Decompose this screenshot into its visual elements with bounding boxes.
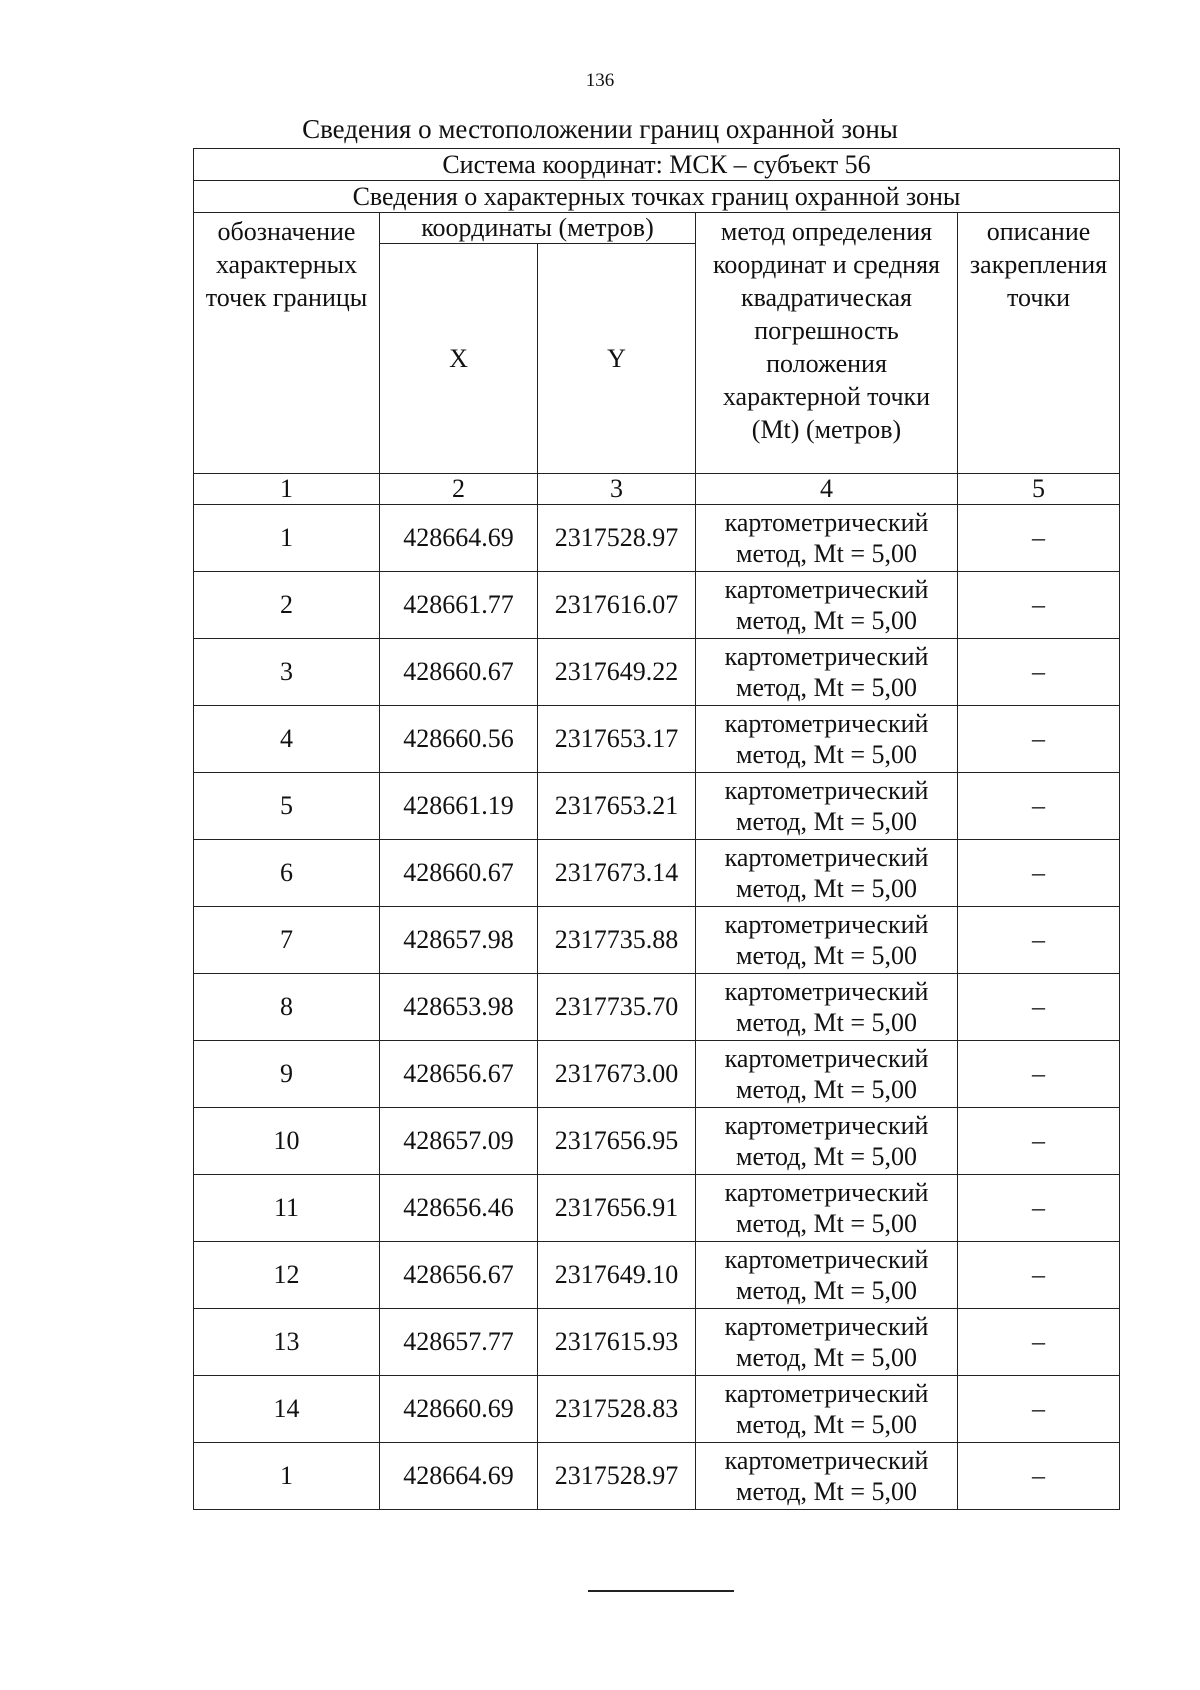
y-coordinate-cell: 2317653.21 xyxy=(538,773,696,840)
method-line: картометрический xyxy=(724,1245,929,1274)
x-coordinate-cell: 428660.67 xyxy=(380,639,538,706)
method-cell xyxy=(696,1242,958,1309)
method-line: метод, Mt = 5,00 xyxy=(736,941,917,970)
header-y: Y xyxy=(538,244,696,474)
column-number: 5 xyxy=(958,474,1120,505)
point-number-cell: 3 xyxy=(194,639,380,706)
table-row xyxy=(194,1242,1120,1309)
method-line: метод, Mt = 5,00 xyxy=(736,874,917,903)
method-line: картометрический xyxy=(724,910,929,939)
header-designation: обозначение характерных точек границы xyxy=(194,213,380,474)
x-coordinate-cell: 428661.77 xyxy=(380,572,538,639)
x-coordinate-cell: 428661.19 xyxy=(380,773,538,840)
x-coordinate-cell: 428660.56 xyxy=(380,706,538,773)
y-coordinate-cell: 2317616.07 xyxy=(538,572,696,639)
x-coordinate-cell: 428656.67 xyxy=(380,1242,538,1309)
header-description: описание закрепления точки xyxy=(958,213,1120,474)
description-cell: – xyxy=(958,1041,1120,1108)
bottom-rule xyxy=(588,1590,734,1592)
method-line: картометрический xyxy=(724,1178,929,1207)
description-cell: – xyxy=(958,1242,1120,1309)
point-number-cell: 5 xyxy=(194,773,380,840)
y-coordinate-cell: 2317673.14 xyxy=(538,840,696,907)
method-line: картометрический xyxy=(724,977,929,1006)
y-coordinate-cell: 2317673.00 xyxy=(538,1041,696,1108)
method-line: картометрический xyxy=(724,709,929,738)
y-coordinate-cell: 2317528.97 xyxy=(538,1443,696,1510)
description-cell: – xyxy=(958,1108,1120,1175)
table-row xyxy=(194,706,1120,773)
method-cell xyxy=(696,572,958,639)
method-line: картометрический xyxy=(724,642,929,671)
method-line: метод, Mt = 5,00 xyxy=(736,539,917,568)
method-cell xyxy=(696,1175,958,1242)
description-cell: – xyxy=(958,1376,1120,1443)
x-coordinate-cell: 428657.09 xyxy=(380,1108,538,1175)
method-cell xyxy=(696,1108,958,1175)
x-coordinate-cell: 428664.69 xyxy=(380,505,538,572)
table-row xyxy=(194,572,1120,639)
method-line: метод, Mt = 5,00 xyxy=(736,1410,917,1439)
point-number-cell: 14 xyxy=(194,1376,380,1443)
method-line: картометрический xyxy=(724,1379,929,1408)
description-cell: – xyxy=(958,639,1120,706)
x-coordinate-cell: 428656.67 xyxy=(380,1041,538,1108)
header-coordinates: координаты (метров) xyxy=(380,213,696,244)
method-cell xyxy=(696,907,958,974)
x-coordinate-cell: 428657.98 xyxy=(380,907,538,974)
point-number-cell: 12 xyxy=(194,1242,380,1309)
table-row xyxy=(194,1175,1120,1242)
point-number-cell: 1 xyxy=(194,1443,380,1510)
description-cell: – xyxy=(958,706,1120,773)
method-line: метод, Mt = 5,00 xyxy=(736,740,917,769)
method-line: метод, Mt = 5,00 xyxy=(736,807,917,836)
coord-system-cell: Система координат: МСК – субъект 56 xyxy=(194,149,1120,181)
table-row xyxy=(194,505,1120,572)
point-number-cell: 13 xyxy=(194,1309,380,1376)
description-cell: – xyxy=(958,907,1120,974)
description-cell: – xyxy=(958,840,1120,907)
table-row xyxy=(194,840,1120,907)
header-row xyxy=(194,213,1120,244)
section-title-row xyxy=(194,181,1120,213)
method-line: метод, Mt = 5,00 xyxy=(736,606,917,635)
description-cell: – xyxy=(958,1443,1120,1510)
method-line: метод, Mt = 5,00 xyxy=(736,1142,917,1171)
method-line: картометрический xyxy=(724,1446,929,1475)
header-method: метод определения координат и средняя квадратическая погрешность положения характерной точки (Mt) (метров) xyxy=(696,213,958,474)
section-title-cell: Сведения о характерных точках границ охранной зоны xyxy=(194,181,1120,213)
header-x: X xyxy=(380,244,538,474)
method-line: метод, Mt = 5,00 xyxy=(736,1276,917,1305)
x-coordinate-cell: 428664.69 xyxy=(380,1443,538,1510)
point-number-cell: 4 xyxy=(194,706,380,773)
method-cell xyxy=(696,1041,958,1108)
x-coordinate-cell: 428657.77 xyxy=(380,1309,538,1376)
method-cell xyxy=(696,505,958,572)
table-body xyxy=(194,149,1120,1510)
point-number-cell: 7 xyxy=(194,907,380,974)
method-cell xyxy=(696,639,958,706)
point-number-cell: 8 xyxy=(194,974,380,1041)
table-row xyxy=(194,1108,1120,1175)
y-coordinate-cell: 2317735.70 xyxy=(538,974,696,1041)
y-coordinate-cell: 2317528.83 xyxy=(538,1376,696,1443)
description-cell: – xyxy=(958,572,1120,639)
table-row xyxy=(194,639,1120,706)
method-cell xyxy=(696,1376,958,1443)
method-line: картометрический xyxy=(724,508,929,537)
description-cell: – xyxy=(958,1309,1120,1376)
y-coordinate-cell: 2317656.95 xyxy=(538,1108,696,1175)
method-line: картометрический xyxy=(724,843,929,872)
table-row xyxy=(194,1376,1120,1443)
y-coordinate-cell: 2317649.22 xyxy=(538,639,696,706)
y-coordinate-cell: 2317653.17 xyxy=(538,706,696,773)
table-row xyxy=(194,1443,1120,1510)
method-cell xyxy=(696,773,958,840)
y-coordinate-cell: 2317615.93 xyxy=(538,1309,696,1376)
description-cell: – xyxy=(958,505,1120,572)
column-number: 1 xyxy=(194,474,380,505)
document-title: Сведения о местоположении границ охранной зоны xyxy=(302,114,898,144)
point-number-cell: 9 xyxy=(194,1041,380,1108)
boundary-points-table xyxy=(193,148,1120,1510)
table-row xyxy=(194,1041,1120,1108)
method-line: метод, Mt = 5,00 xyxy=(736,1209,917,1238)
description-cell: – xyxy=(958,1175,1120,1242)
method-line: метод, Mt = 5,00 xyxy=(736,1343,917,1372)
method-line: картометрический xyxy=(724,1111,929,1140)
table-row xyxy=(194,974,1120,1041)
x-coordinate-cell: 428653.98 xyxy=(380,974,538,1041)
y-coordinate-cell: 2317528.97 xyxy=(538,505,696,572)
point-number-cell: 1 xyxy=(194,505,380,572)
x-coordinate-cell: 428656.46 xyxy=(380,1175,538,1242)
point-number-cell: 6 xyxy=(194,840,380,907)
method-line: картометрический xyxy=(724,776,929,805)
table-row xyxy=(194,1309,1120,1376)
page-number: 136 xyxy=(585,70,615,91)
x-coordinate-cell: 428660.67 xyxy=(380,840,538,907)
method-cell xyxy=(696,840,958,907)
method-line: метод, Mt = 5,00 xyxy=(736,673,917,702)
column-number: 2 xyxy=(380,474,538,505)
description-cell: – xyxy=(958,773,1120,840)
column-number: 3 xyxy=(538,474,696,505)
point-number-cell: 2 xyxy=(194,572,380,639)
method-line: картометрический xyxy=(724,575,929,604)
method-cell xyxy=(696,706,958,773)
table-row xyxy=(194,907,1120,974)
column-number-row xyxy=(194,474,1120,505)
point-number-cell: 10 xyxy=(194,1108,380,1175)
x-coordinate-cell: 428660.69 xyxy=(380,1376,538,1443)
method-cell xyxy=(696,1309,958,1376)
point-number-cell: 11 xyxy=(194,1175,380,1242)
column-number: 4 xyxy=(696,474,958,505)
y-coordinate-cell: 2317656.91 xyxy=(538,1175,696,1242)
y-coordinate-cell: 2317735.88 xyxy=(538,907,696,974)
coord-system-row xyxy=(194,149,1120,181)
description-cell: – xyxy=(958,974,1120,1041)
table-row xyxy=(194,773,1120,840)
method-line: метод, Mt = 5,00 xyxy=(736,1008,917,1037)
method-cell xyxy=(696,974,958,1041)
method-line: метод, Mt = 5,00 xyxy=(736,1075,917,1104)
method-line: метод, Mt = 5,00 xyxy=(736,1477,917,1506)
y-coordinate-cell: 2317649.10 xyxy=(538,1242,696,1309)
method-cell xyxy=(696,1443,958,1510)
method-line: картометрический xyxy=(724,1044,929,1073)
method-line: картометрический xyxy=(724,1312,929,1341)
